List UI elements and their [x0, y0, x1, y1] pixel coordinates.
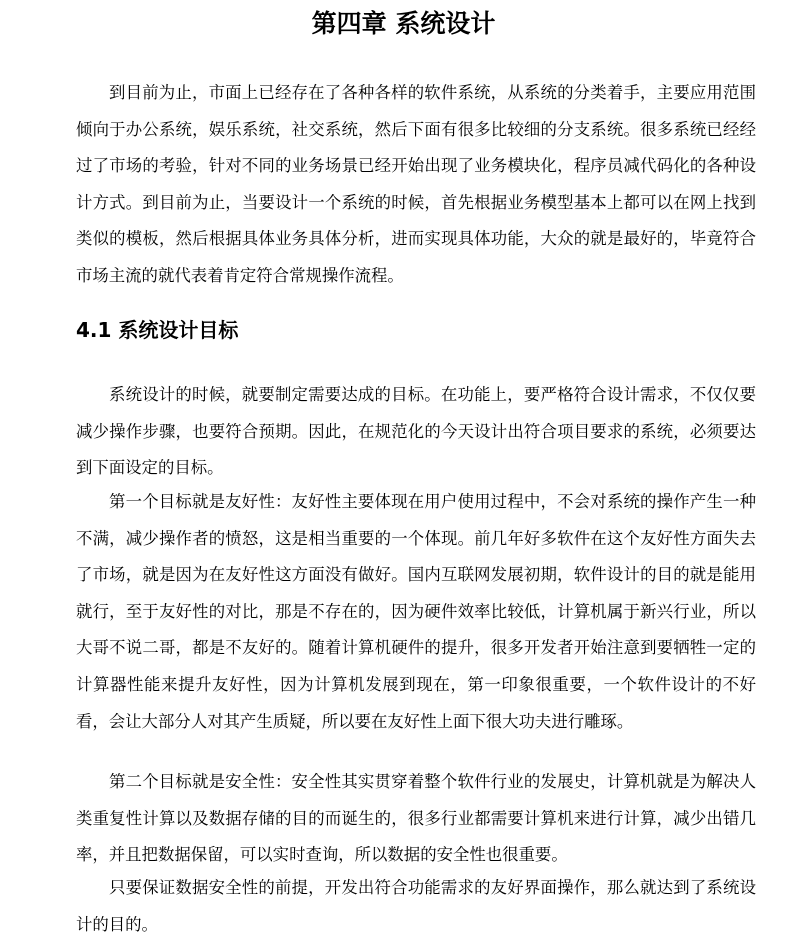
- section-paragraph-security: 第二个目标就是安全性：安全性其实贯穿着整个软件行业的发展史，计算机就是为解决人类重复性计算以及数据存储的目的而诞生的，很多行业都需要计算机来进行计算，减少出错几率，并且把数据保留，可以实时查询，所以数据的安全性也很重要。: [76, 772, 756, 865]
- section-paragraph-goals-intro: 系统设计的时候，就要制定需要达成的目标。在功能上，要严格符合设计需求，不仅仅要减少操作步骤，也要符合预期。因此，在规范化的今天设计出符合项目要求的系统，必须要达到下面设定的目标。: [76, 385, 756, 478]
- chapter-title: 第四章 系统设计: [311, 9, 496, 38]
- section-heading: 4.1 系统设计目标: [76, 318, 239, 342]
- intro-paragraph: 到目前为止，市面上已经存在了各种各样的软件系统，从系统的分类着手，主要应用范围倾向于办公系统，娱乐系统，社交系统，然后下面有很多比较细的分支系统。很多系统已经经过了市场的考验，针对不同的业务场景已经开始出现了业务模块化，程序员减代码化的各种设计方式。到目前为止，当要设计一个系统的时候，首先根据业务模型基本上都可以在网上找到类似的模板，然后根据具体业务具体分析，进而实现具体功能，大众的就是最好的，毕竟符合市场主流的就代表着肯定符合常规操作流程。: [76, 83, 756, 285]
- section-paragraph-friendliness: 第一个目标就是友好性：友好性主要体现在用户使用过程中，不会对系统的操作产生一种不满，减少操作者的愤怒，这是相当重要的一个体现。前几年好多软件在这个友好性方面失去了市场，就是因为在友好性这方面没有做好。国内互联网发展初期，软件设计的目的就是能用就行，至于友好性的对比，那是不存在的，因为硬件效率比较低，计算机属于新兴行业，所以大哥不说二哥，都是不友好的。随着计算机硬件的提升，很多开发者开始注意到要牺牲一定的计算器性能来提升友好性，因为计算机发展到现在，第一印象很重要，一个软件设计的不好看，会让大部分人对其产生质疑，所以要在友好性上面下很大功夫进行雕琢。: [76, 492, 756, 731]
- section-paragraph-conclusion: 只要保证数据安全性的前提，开发出符合功能需求的友好界面操作，那么就达到了系统设计的目的。: [76, 878, 756, 934]
